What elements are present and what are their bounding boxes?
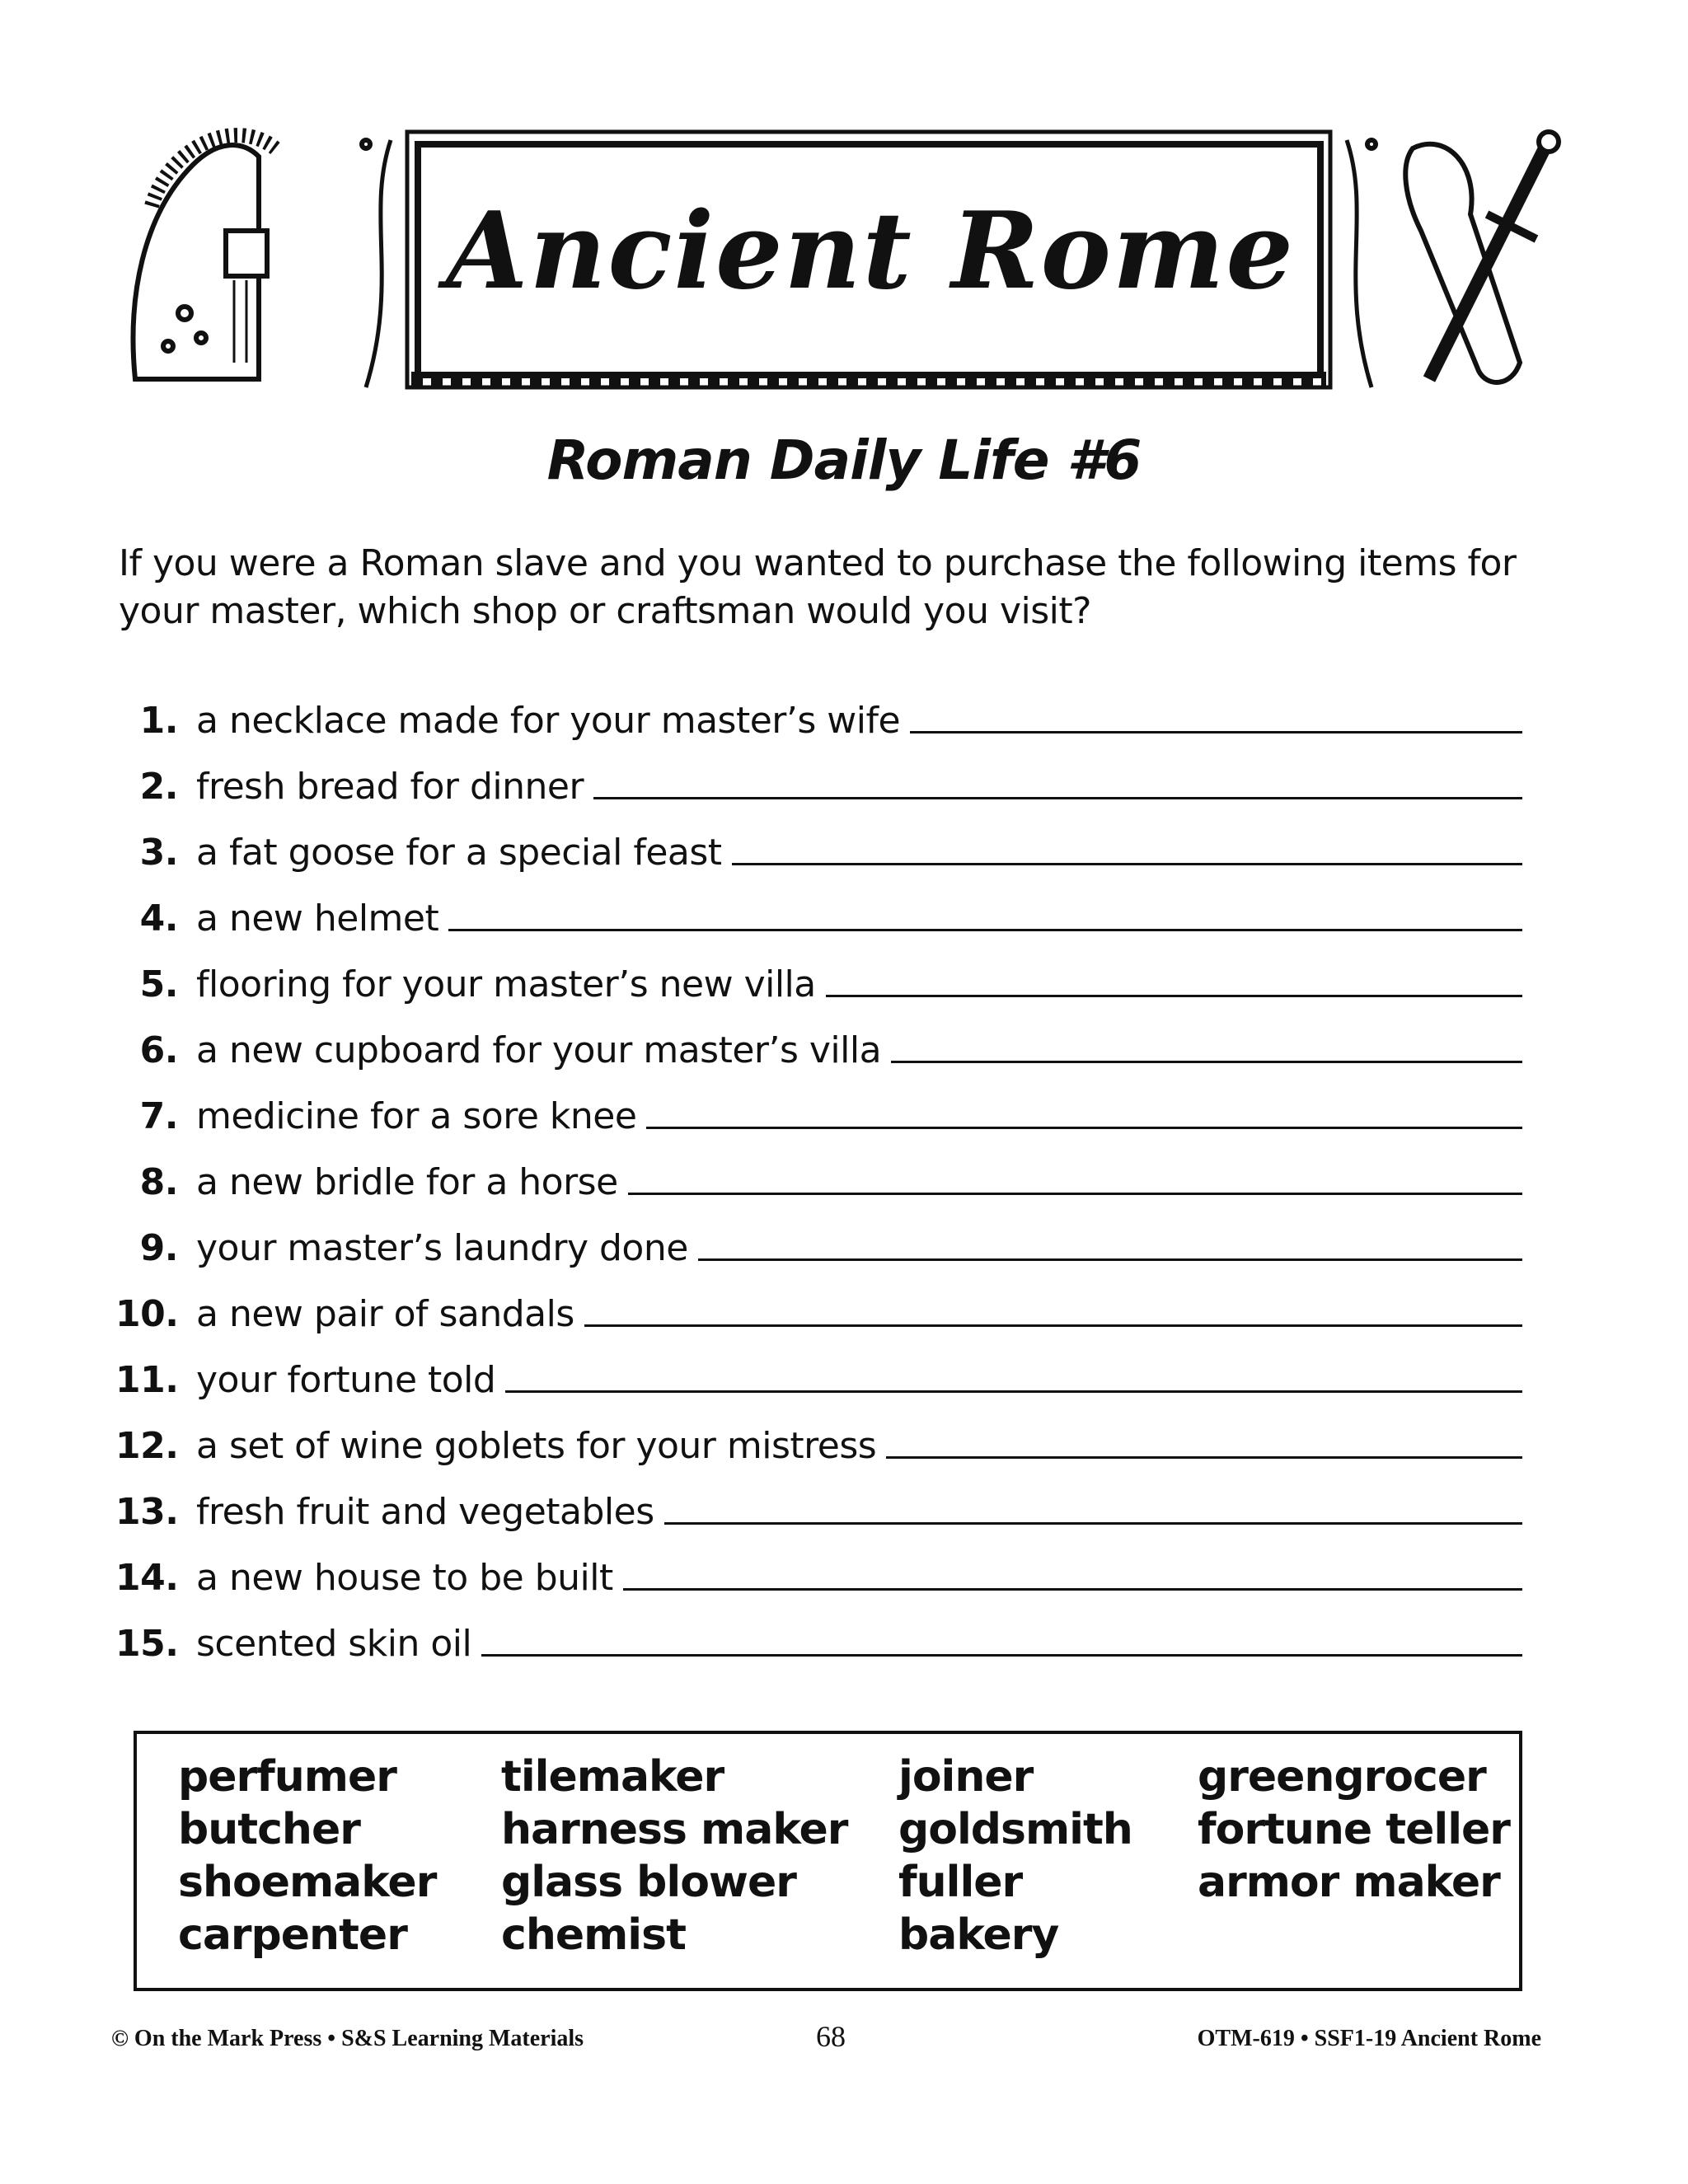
question-text: fresh fruit and vegetables: [196, 1491, 654, 1533]
word-bank-item: butcher: [178, 1805, 360, 1854]
question-text: a necklace made for your master’s wife: [196, 700, 901, 742]
question-row: [115, 1005, 1522, 1071]
word-bank-item: chemist: [501, 1910, 686, 1960]
page-number: 68: [816, 2020, 846, 2053]
question-text: a set of wine goblets for your mistress: [196, 1425, 877, 1467]
question-text: a new helmet: [196, 898, 439, 940]
answer-blank[interactable]: [623, 1587, 1522, 1591]
question-row: [115, 1401, 1522, 1467]
question-row: [115, 1467, 1522, 1533]
question-row: [115, 1071, 1522, 1137]
question-number: 4.: [139, 898, 178, 940]
question-number: 11.: [115, 1359, 179, 1401]
question-number: 1.: [139, 700, 178, 742]
question-row: [115, 1599, 1522, 1665]
page-title: Ancient Rome: [446, 190, 1295, 313]
answer-blank[interactable]: [664, 1521, 1522, 1525]
word-bank-item: tilemaker: [501, 1752, 724, 1802]
question-number: 14.: [115, 1557, 179, 1599]
word-bank-item: joiner: [898, 1752, 1034, 1802]
question-text: your master’s laundry done: [196, 1227, 688, 1269]
question-number: 9.: [139, 1227, 178, 1269]
question-number: 2.: [139, 766, 178, 808]
answer-blank[interactable]: [891, 1060, 1522, 1063]
question-list: [115, 676, 1522, 1665]
answer-blank[interactable]: [628, 1192, 1522, 1195]
question-number: 12.: [115, 1425, 179, 1467]
question-text: fresh bread for dinner: [196, 766, 584, 808]
question-text: your fortune told: [196, 1359, 496, 1401]
question-text: flooring for your master’s new villa: [196, 963, 816, 1005]
question-row: [115, 1203, 1522, 1269]
word-bank-item: perfumer: [178, 1752, 396, 1802]
question-number: 5.: [139, 963, 178, 1005]
answer-blank[interactable]: [448, 928, 1522, 931]
word-bank-item: bakery: [898, 1910, 1059, 1960]
question-text: a new bridle for a horse: [196, 1161, 618, 1203]
question-row: [115, 1533, 1522, 1599]
answer-blank[interactable]: [646, 1126, 1522, 1129]
word-bank-item: shoemaker: [178, 1858, 437, 1907]
answer-blank[interactable]: [886, 1455, 1522, 1459]
question-number: 8.: [139, 1161, 178, 1203]
question-row: [115, 808, 1522, 874]
question-row: [115, 742, 1522, 808]
question-row: [115, 676, 1522, 742]
word-bank-box: [134, 1731, 1522, 1991]
question-number: 7.: [139, 1095, 178, 1137]
question-text: a new cupboard for your master’s villa: [196, 1029, 882, 1071]
footer-copyright: © On the Mark Press • S&S Learning Materials: [111, 2026, 584, 2051]
instructions-text: If you were a Roman slave and you wanted to purchase the following items for your master, which shop or craftsman would you visit?: [119, 542, 1517, 632]
question-row: [115, 1269, 1522, 1335]
answer-blank[interactable]: [826, 994, 1522, 997]
word-bank-item: carpenter: [178, 1910, 407, 1960]
shield-and-sword-icon: [1405, 132, 1559, 382]
word-bank-item: armor maker: [1198, 1858, 1500, 1907]
question-text: scented skin oil: [196, 1623, 472, 1665]
answer-blank[interactable]: [481, 1653, 1522, 1657]
question-number: 6.: [139, 1029, 178, 1071]
answer-blank[interactable]: [910, 730, 1522, 733]
question-number: 15.: [115, 1623, 179, 1665]
question-text: a new pair of sandals: [196, 1293, 574, 1335]
question-row: [115, 1335, 1522, 1401]
answer-blank[interactable]: [732, 862, 1522, 865]
word-bank-item: fortune teller: [1198, 1805, 1510, 1854]
question-number: 3.: [139, 832, 178, 874]
question-number: 10.: [115, 1293, 179, 1335]
word-bank-item: fuller: [898, 1858, 1023, 1907]
answer-blank[interactable]: [584, 1324, 1522, 1327]
answer-blank[interactable]: [698, 1258, 1522, 1261]
question-number: 13.: [115, 1491, 179, 1533]
word-bank-item: glass blower: [501, 1858, 796, 1907]
question-row: [115, 940, 1522, 1005]
roman-helmet-icon: [134, 135, 275, 379]
word-bank-item: harness maker: [501, 1805, 848, 1854]
footer-product-code: OTM-619 • SSF1-19 Ancient Rome: [1197, 2026, 1541, 2051]
answer-blank[interactable]: [505, 1390, 1522, 1393]
question-text: a fat goose for a special feast: [196, 832, 722, 874]
question-row: [115, 874, 1522, 940]
question-row: [115, 1137, 1522, 1203]
question-text: medicine for a sore knee: [196, 1095, 637, 1137]
worksheet-subtitle: Roman Daily Life #6: [546, 429, 1142, 492]
word-bank-item: goldsmith: [898, 1805, 1132, 1854]
word-bank-item: greengrocer: [1198, 1752, 1486, 1802]
question-text: a new house to be built: [196, 1557, 613, 1599]
answer-blank[interactable]: [593, 796, 1522, 799]
